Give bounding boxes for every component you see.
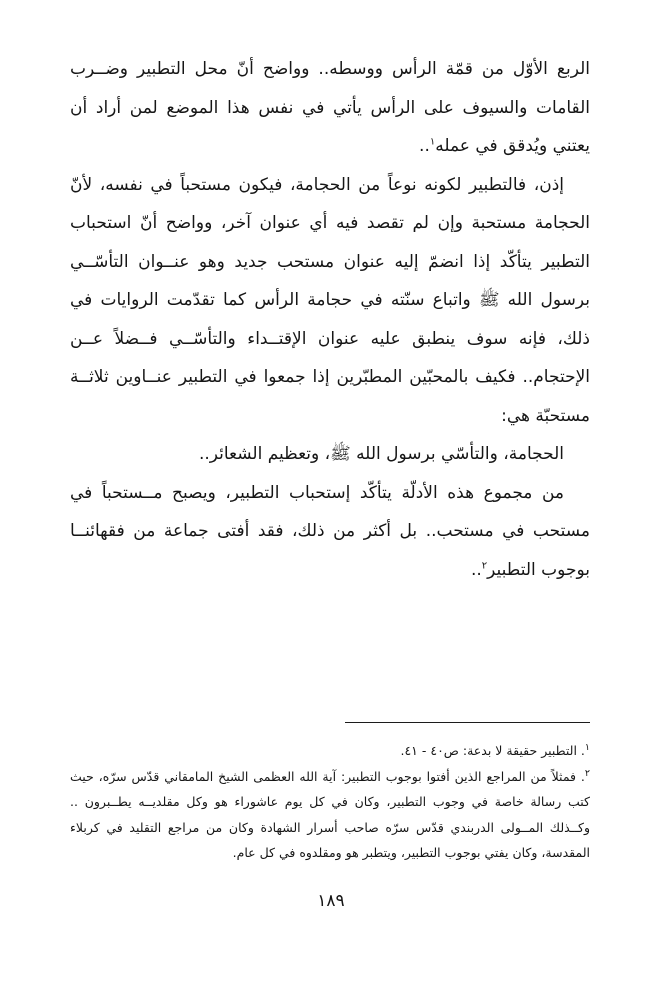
paragraph-4 [70,474,590,590]
paragraph-4-tail: .. [470,559,482,580]
footnote-1-marker: ١ [584,741,590,753]
paragraph-2-text: إذن، فالتطبير لكونه نوعاً من الحجامة، فيكون مستحباً في نفسه، لأنّ الحجامة مستحبة وإن لم تقصد فيه أي عنوان آخر، وواضح أنّ استحباب التطبير يتأكّد إذا انضمّ إليه عنوان مستحب جديد وهو عنــوان التأسّــي برسول الله ﷺ واتباع سنّته في حجامة الرأس كما تقدّمت الروايات في ذلك، فإنه سوف ينطبق عليه عنوان الإقتــداء والتأسّــي فــضلاً عــن الإحتجام.. فكيف بالمحبّين المطبّرين إذا جمعوا في التطبير عنــاوين ثلاثــة مستحبّة هي: [70,174,590,426]
body-text [70,50,590,589]
footnote-1 [70,738,590,764]
footnote-separator [345,722,590,723]
footnote-ref-2: ٢ [481,559,488,571]
paragraph-1 [70,50,590,166]
footnotes-section [70,738,590,866]
page-number: ١٨٩ [317,891,345,911]
paragraph-3-text: الحجامة، والتأسّي برسول الله ﷺ، وتعظيم الشعائر.. [198,444,564,464]
footnote-ref-1: ١ [429,136,436,148]
footnote-2-text: . فمثلاً من المراجع الذين أفتوا بوجوب التطبير: آية الله العظمى الشيخ المامقاني قدّس سرّه، حيث كتب رسالة خاصة في وجوب التطبير، وكان في كل يوم عاشوراء هو وكل مقلديــه يطــبرون .. وكــذلك المــولى الدربندي قدّس سرّه صاحب أسرار الشهادة وكان من مراجع التقليد في كربلاء المقدسة، وكان يفتي بوجوب التطبير، ويتطبر هو ومقلدوه في كل عام. [70,768,590,860]
paragraph-2 [70,166,590,436]
footnote-1-text: . التطبير حقيقة لا بدعة: ص٤٠ - ٤١. [400,743,585,758]
paragraph-1-text: الربع الأوّل من قمّة الرأس ووسطه.. وواضح أنّ محل التطبير وضــرب القامات والسيوف على الرأس يأتي في نفس هذا الموضع لمن أراد أن يعتني ويُدقق في عمله [70,59,590,156]
paragraph-3 [70,435,590,474]
paragraph-4-text: من مجموع هذه الأدلّة يتأكّد إستحباب التطبير، ويصبح مــستحباً في مستحب في مستحب.. بل أكثر من ذلك، فقد أفتى جماعة من فقهائنــا بوجوب التطبير [70,482,590,580]
footnote-2-marker: ٢ [584,767,590,779]
paragraph-1-tail: .. [419,136,430,156]
footnote-2 [70,764,590,866]
